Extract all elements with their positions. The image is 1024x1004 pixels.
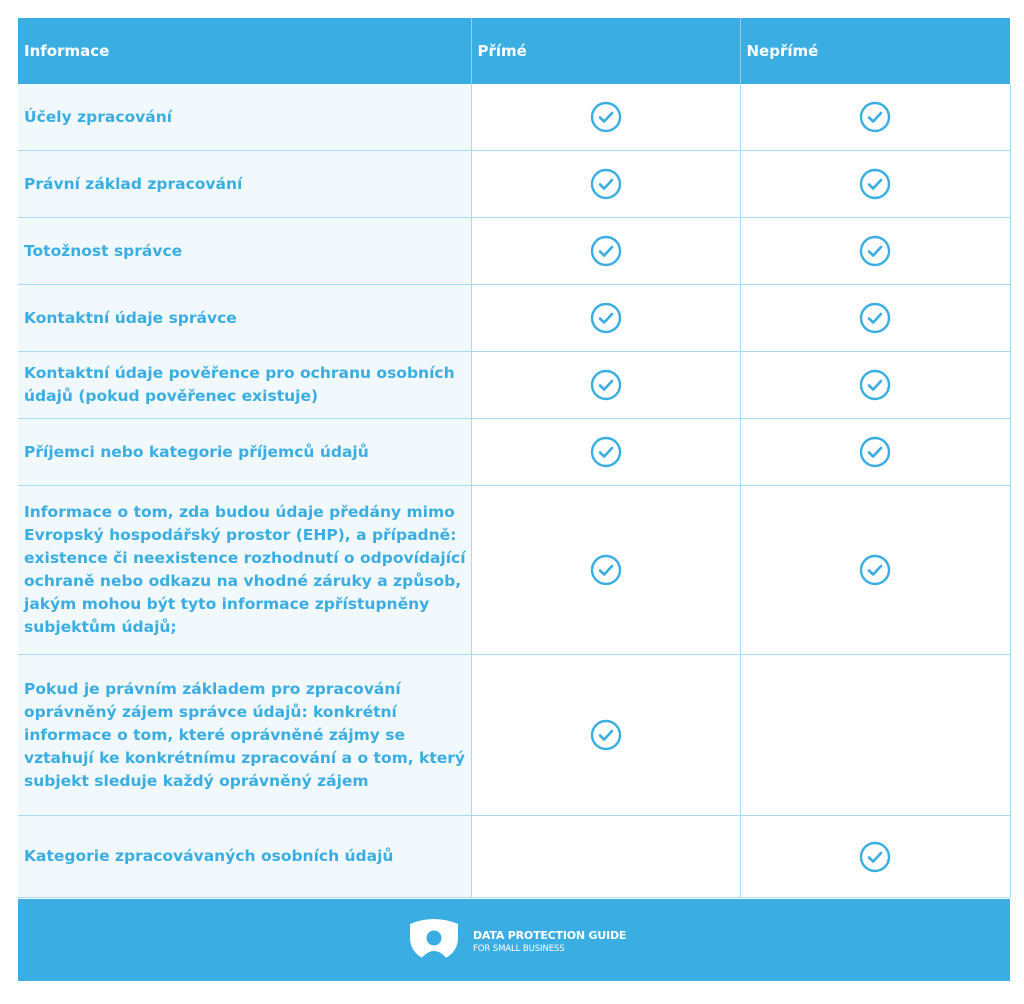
footer-banner: [18, 899, 1010, 981]
table-row: [18, 285, 1010, 352]
direct-cell: [471, 486, 740, 655]
table-row: [18, 655, 1010, 816]
table-row: [18, 218, 1010, 285]
direct-cell: [471, 84, 740, 151]
row-label: Kategorie zpracovávaných osobních údajů: [18, 816, 471, 898]
check-circle-icon: [859, 436, 891, 468]
check-circle-icon: [590, 302, 622, 334]
check-circle-icon: [590, 101, 622, 133]
direct-cell: [471, 816, 740, 898]
shield-person-icon: [408, 916, 460, 964]
header-neprime: Nepřímé: [740, 18, 1010, 84]
row-label: Příjemci nebo kategorie příjemců údajů: [18, 419, 471, 486]
table-row: [18, 151, 1010, 218]
indirect-cell: [740, 151, 1010, 218]
check-circle-icon: [859, 235, 891, 267]
check-circle-icon: [859, 168, 891, 200]
check-circle-icon: [590, 235, 622, 267]
direct-cell: [471, 352, 740, 419]
brand-title: DATA PROTECTION GUIDE: [473, 929, 627, 942]
row-label: Informace o tom, zda budou údaje předány mimo Evropský hospodářský prostor (EHP), a případně: existence či neexistence rozhodnutí o odpovídající ochraně nebo odkazu na vhodné záruky a způsob, jakým mohou být tyto informace zpřístupněny subjektům údajů;: [18, 486, 471, 655]
check-circle-icon: [859, 554, 891, 586]
check-circle-icon: [590, 369, 622, 401]
direct-cell: [471, 419, 740, 486]
check-circle-icon: [590, 168, 622, 200]
row-label: Kontaktní údaje pověřence pro ochranu osobních údajů (pokud pověřenec existuje): [18, 352, 471, 419]
direct-cell: [471, 655, 740, 816]
row-label: Právní základ zpracování: [18, 151, 471, 218]
info-table: [18, 18, 1011, 898]
indirect-cell: [740, 352, 1010, 419]
direct-cell: [471, 151, 740, 218]
table-row: [18, 419, 1010, 486]
table-row: [18, 352, 1010, 419]
indirect-cell: [740, 285, 1010, 352]
indirect-cell: [740, 218, 1010, 285]
row-label: Účely zpracování: [18, 84, 471, 151]
brand-subtitle: FOR SMALL BUSINESS: [473, 944, 565, 954]
check-circle-icon: [859, 841, 891, 873]
check-circle-icon: [590, 554, 622, 586]
table-row: [18, 486, 1010, 655]
header-informace: Informace: [18, 18, 471, 84]
check-circle-icon: [859, 101, 891, 133]
row-label: Pokud je právním základem pro zpracování oprávněný zájem správce údajů: konkrétní informace o tom, které oprávněné zájmy se vztahují ke konkrétnímu zpracování a o tom, který subjekt sleduje každý oprávněný zájem: [18, 655, 471, 816]
direct-cell: [471, 285, 740, 352]
indirect-cell: [740, 816, 1010, 898]
row-label: Kontaktní údaje správce: [18, 285, 471, 352]
header-prime: Přímé: [471, 18, 740, 84]
indirect-cell: [740, 419, 1010, 486]
indirect-cell: [740, 486, 1010, 655]
check-circle-icon: [590, 719, 622, 751]
table-header-row: [18, 18, 1010, 84]
brand-text: [473, 929, 626, 955]
comparison-frame: [18, 18, 1010, 981]
indirect-cell: [740, 84, 1010, 151]
row-label: Totožnost správce: [18, 218, 471, 285]
indirect-cell: [740, 655, 1010, 816]
check-circle-icon: [859, 369, 891, 401]
table-row: [18, 84, 1010, 151]
direct-cell: [471, 218, 740, 285]
table-row: [18, 816, 1010, 898]
check-circle-icon: [590, 436, 622, 468]
check-circle-icon: [859, 302, 891, 334]
